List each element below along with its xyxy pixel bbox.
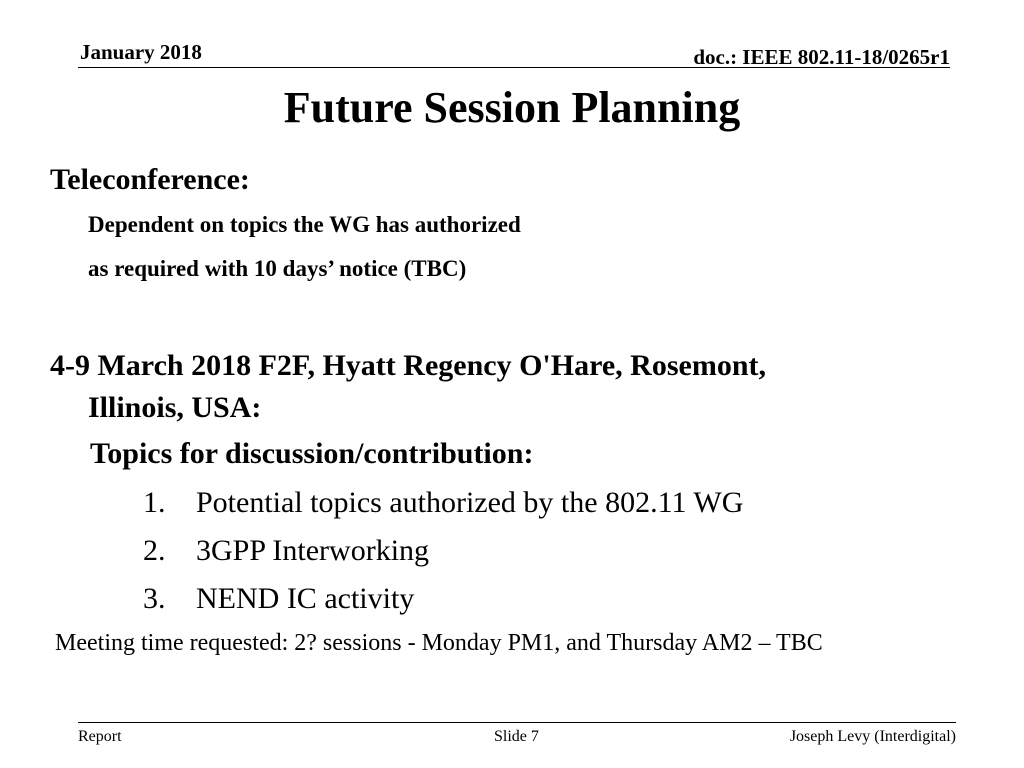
- footer-author: Joseph Levy (Interdigital): [789, 728, 956, 745]
- teleconference-line: as required with 10 days’ notice (TBC): [88, 256, 467, 281]
- topics-label: Topics for discussion/contribution:: [90, 437, 534, 470]
- slide-number: Slide 7: [494, 728, 539, 745]
- footer-divider: [78, 722, 956, 723]
- meeting-heading-line1: 4-9 March 2018 F2F, Hyatt Regency O'Hare, Rosemont,: [50, 349, 767, 382]
- teleconference-line: Dependent on topics the WG has authorized: [88, 212, 521, 237]
- footer-left: Report: [78, 728, 122, 745]
- teleconference-heading: Teleconference:: [50, 163, 250, 196]
- topic-item: NEND IC activity: [196, 582, 415, 615]
- meeting-heading-line2: Illinois, USA:: [88, 391, 262, 424]
- meeting-heading: [50, 345, 766, 429]
- header-date: January 2018: [80, 40, 202, 64]
- topic-item: Potential topics authorized by the 802.11 WG: [196, 486, 744, 519]
- topic-number: 2.: [143, 534, 166, 567]
- topic-item: 3GPP Interworking: [196, 534, 430, 567]
- topic-number: 1.: [143, 486, 166, 519]
- header-doc-id: doc.: IEEE 802.11-18/0265r1: [693, 45, 950, 69]
- topic-number: 3.: [143, 582, 166, 615]
- header-divider: [78, 67, 950, 68]
- meeting-time-requested: Meeting time requested: 2? sessions - Monday PM1, and Thursday AM2 – TBC: [55, 630, 823, 656]
- slide-title: Future Session Planning: [283, 83, 741, 132]
